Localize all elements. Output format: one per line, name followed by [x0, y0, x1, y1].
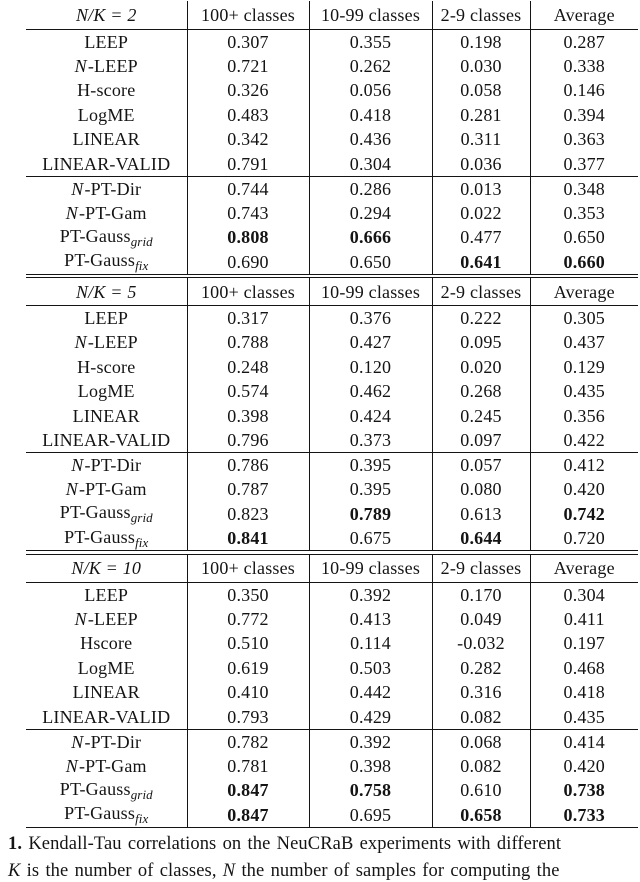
table-row: [26, 582, 638, 607]
metric-value: 0.392: [309, 729, 432, 754]
baseline-methods-group: [26, 582, 638, 729]
metric-value: 0.342: [187, 127, 309, 152]
metric-value: 0.690: [187, 250, 309, 275]
metric-value: 0.317: [187, 306, 309, 331]
table-row: [26, 404, 638, 429]
metric-value: 0.197: [563, 633, 605, 654]
metric-value: 0.286: [309, 176, 432, 201]
column-header: 10-99 classes: [309, 1, 432, 29]
table-row: [26, 201, 638, 226]
calligraphic-n: N: [71, 731, 84, 752]
metric-value: 0.666: [309, 225, 432, 250]
table-row: [26, 127, 638, 152]
caption-math-n: N: [222, 860, 236, 881]
metric-value: 0.796: [187, 428, 309, 453]
metric-value: 0.049: [432, 607, 530, 632]
method-subscript: grid: [130, 233, 153, 249]
column-header: Average: [530, 554, 638, 582]
method-label: LINEAR-VALID: [26, 428, 187, 453]
table-row: [26, 502, 638, 527]
column-header: Average: [530, 278, 638, 306]
method-label: N-LEEP: [26, 54, 187, 79]
method-label: H-score: [26, 355, 187, 380]
metric-value: 0.146: [563, 80, 605, 101]
table-row: [26, 330, 638, 355]
table-row: [26, 477, 638, 502]
metric-value: 0.429: [309, 705, 432, 730]
metric-value: 0.422: [563, 430, 605, 450]
method-label: LEEP: [26, 29, 187, 54]
metric-value: 0.248: [187, 355, 309, 380]
table-row: [26, 428, 638, 453]
metric-value: 0.477: [432, 225, 530, 250]
metric-value: 0.353: [563, 202, 605, 223]
metric-value: 0.377: [563, 153, 605, 174]
header-row: [26, 1, 638, 29]
table-row: [26, 250, 638, 275]
metric-value: 0.392: [309, 582, 432, 607]
column-header: 2-9 classes: [432, 1, 530, 29]
calligraphic-n: N: [74, 608, 87, 629]
metric-value: 0.742: [563, 503, 605, 524]
metric-value: 0.355: [309, 29, 432, 54]
header-row: [26, 554, 638, 582]
metric-value: 0.847: [187, 803, 309, 828]
table-row: [26, 54, 638, 79]
metric-value: 0.650: [563, 227, 605, 248]
method-label: PT-Gauss$_{fix}$: [26, 250, 187, 275]
metric-value: 0.420: [563, 479, 605, 500]
column-header: 10-99 classes: [309, 554, 432, 582]
metric-value: 0.503: [309, 656, 432, 681]
metric-value: 0.398: [309, 754, 432, 779]
method-subscript: grid: [130, 786, 153, 802]
metric-value: 0.304: [563, 584, 605, 605]
metric-value: 0.644: [432, 526, 530, 551]
table-row: [26, 152, 638, 177]
metric-value: 0.412: [563, 455, 605, 475]
metric-value: 0.483: [187, 103, 309, 128]
method-subscript: fix: [135, 811, 149, 826]
method-label: N-PT-Dir: [26, 453, 187, 478]
metric-value: 0.020: [432, 355, 530, 380]
metric-value: 0.080: [432, 477, 530, 502]
metric-value: 0.808: [187, 225, 309, 250]
metric-value: 0.791: [187, 152, 309, 177]
metric-value: 0.082: [432, 754, 530, 779]
column-header: 10-99 classes: [309, 278, 432, 306]
proposed-methods-group: [26, 729, 638, 827]
metric-value: 0.847: [187, 778, 309, 803]
metric-value: 0.394: [563, 104, 605, 125]
metric-value: 0.733: [563, 804, 605, 825]
method-label: LINEAR: [26, 680, 187, 705]
column-header: 2-9 classes: [432, 278, 530, 306]
metric-value: 0.068: [432, 729, 530, 754]
table-row: [26, 225, 638, 250]
method-label: H-score: [26, 78, 187, 103]
metric-value: 0.437: [563, 332, 605, 353]
caption-number: 1.: [8, 833, 23, 854]
table-row: [26, 778, 638, 803]
header-row: [26, 278, 638, 306]
calligraphic-n: N: [74, 55, 87, 76]
metric-value: 0.095: [432, 330, 530, 355]
metric-value: 0.082: [432, 705, 530, 730]
method-label: N-LEEP: [26, 607, 187, 632]
metric-value: 0.036: [432, 152, 530, 177]
metric-value: 0.782: [187, 729, 309, 754]
column-header: Average: [530, 1, 638, 29]
proposed-methods-group: [26, 176, 638, 274]
table-row: [26, 631, 638, 656]
metric-value: 0.287: [563, 31, 605, 52]
metric-value: 0.410: [187, 680, 309, 705]
table-title: N/K = 2: [26, 1, 187, 29]
metric-value: 0.311: [432, 127, 530, 152]
method-subscript: grid: [130, 510, 153, 526]
caption-math-k: K: [8, 860, 21, 881]
metric-value: 0.222: [432, 306, 530, 331]
metric-value: -0.032: [432, 631, 530, 656]
metric-value: 0.268: [432, 379, 530, 404]
metric-value: 0.610: [432, 778, 530, 803]
metric-value: 0.198: [432, 29, 530, 54]
metric-value: 0.395: [309, 477, 432, 502]
metric-value: 0.772: [187, 607, 309, 632]
metric-value: 0.695: [309, 803, 432, 828]
metric-value: 0.787: [187, 477, 309, 502]
metric-value: 0.350: [187, 582, 309, 607]
baseline-methods-group: [26, 306, 638, 453]
metric-value: 0.056: [309, 78, 432, 103]
calligraphic-n: N: [74, 332, 87, 353]
metric-value: 0.658: [432, 803, 530, 828]
caption-text-line-1: Kendall-Tau correlations on the NeuCRaB experiments with different: [28, 833, 562, 854]
metric-value: 0.743: [187, 201, 309, 226]
method-subscript: fix: [135, 258, 149, 273]
method-label: LINEAR-VALID: [26, 152, 187, 177]
metric-value: 0.373: [309, 428, 432, 453]
method-label: LINEAR: [26, 127, 187, 152]
metric-value: 0.170: [432, 582, 530, 607]
column-header: 100+ classes: [187, 1, 309, 29]
calligraphic-n: N: [65, 202, 78, 223]
metric-value: 0.641: [432, 250, 530, 275]
column-header: 2-9 classes: [432, 554, 530, 582]
table-row: [26, 176, 638, 201]
metric-value: 0.398: [187, 404, 309, 429]
metric-value: 0.395: [309, 453, 432, 478]
table-row: [26, 355, 638, 380]
method-label: N-PT-Dir: [26, 176, 187, 201]
table-row: [26, 680, 638, 705]
metric-value: 0.720: [563, 528, 605, 548]
metric-value: 0.786: [187, 453, 309, 478]
method-label: PT-Gauss$_{grid}$: [26, 502, 187, 527]
method-label: LogME: [26, 103, 187, 128]
metric-value: 0.758: [309, 778, 432, 803]
table-row: [26, 607, 638, 632]
table-row: [26, 754, 638, 779]
method-label: LINEAR: [26, 404, 187, 429]
method-label: N-PT-Gam: [26, 201, 187, 226]
method-label: PT-Gauss$_{fix}$: [26, 526, 187, 551]
metric-value: 0.427: [309, 330, 432, 355]
metric-value: 0.418: [309, 103, 432, 128]
metric-value: 0.619: [187, 656, 309, 681]
caption-text-line-2: K is the number of classes, N the number of samples for computing the: [8, 860, 560, 881]
calligraphic-n: N: [65, 479, 78, 500]
metric-value: 0.823: [187, 502, 309, 527]
metric-value: 0.442: [309, 680, 432, 705]
metric-value: 0.424: [309, 404, 432, 429]
metric-value: 0.675: [309, 526, 432, 551]
metric-value: 0.245: [432, 404, 530, 429]
method-label: LEEP: [26, 306, 187, 331]
results-table-1: [26, 1, 638, 275]
metric-value: 0.120: [309, 355, 432, 380]
table-title: N/K = 5: [26, 278, 187, 306]
table-row: [26, 526, 638, 551]
table-row: [26, 379, 638, 404]
metric-value: 0.436: [309, 127, 432, 152]
metric-value: 0.129: [563, 356, 605, 377]
metric-value: 0.574: [187, 379, 309, 404]
metric-value: 0.262: [309, 54, 432, 79]
method-label: N-PT-Dir: [26, 729, 187, 754]
results-table-3: [26, 554, 638, 828]
method-label: Hscore: [26, 631, 187, 656]
method-label: PT-Gauss$_{grid}$: [26, 225, 187, 250]
table-row: [26, 103, 638, 128]
metric-value: 0.326: [187, 78, 309, 103]
metric-value: 0.097: [432, 428, 530, 453]
metric-value: 0.022: [432, 201, 530, 226]
method-label: N-LEEP: [26, 330, 187, 355]
table-row: [26, 729, 638, 754]
metric-value: 0.348: [563, 178, 605, 199]
metric-value: 0.413: [309, 607, 432, 632]
metric-value: 0.411: [563, 608, 605, 629]
metric-value: 0.650: [309, 250, 432, 275]
table-row: [26, 803, 638, 828]
metric-value: 0.841: [187, 526, 309, 551]
metric-value: 0.304: [309, 152, 432, 177]
metric-value: 0.058: [432, 78, 530, 103]
table-caption: [8, 833, 640, 855]
metric-value: 0.294: [309, 201, 432, 226]
metric-value: 0.338: [563, 55, 605, 76]
metric-value: 0.721: [187, 54, 309, 79]
proposed-methods-group: [26, 453, 638, 551]
method-label: LINEAR-VALID: [26, 705, 187, 730]
metric-value: 0.613: [432, 502, 530, 527]
metric-value: 0.738: [563, 780, 605, 801]
metric-value: 0.435: [563, 706, 605, 727]
table-row: [26, 705, 638, 730]
calligraphic-n: N: [71, 178, 84, 199]
metric-value: 0.307: [187, 29, 309, 54]
results-table-2: [26, 277, 638, 551]
table-row: [26, 656, 638, 681]
method-label: LogME: [26, 656, 187, 681]
column-header: 100+ classes: [187, 278, 309, 306]
metric-value: 0.013: [432, 176, 530, 201]
metric-value: 0.114: [309, 631, 432, 656]
metric-value: 0.316: [432, 680, 530, 705]
metric-value: 0.788: [187, 330, 309, 355]
method-label: PT-Gauss$_{fix}$: [26, 803, 187, 828]
metric-value: 0.356: [563, 405, 605, 426]
calligraphic-n: N: [65, 755, 78, 776]
table-row: [26, 306, 638, 331]
metric-value: 0.781: [187, 754, 309, 779]
metric-value: 0.420: [563, 755, 605, 776]
metric-value: 0.030: [432, 54, 530, 79]
baseline-methods-group: [26, 29, 638, 176]
calligraphic-n: N: [71, 455, 84, 475]
table-row: [26, 29, 638, 54]
table-title: N/K = 10: [26, 554, 187, 582]
metric-value: 0.414: [563, 731, 605, 752]
metric-value: 0.793: [187, 705, 309, 730]
table-row: [26, 78, 638, 103]
metric-value: 0.418: [563, 682, 605, 703]
metric-value: 0.744: [187, 176, 309, 201]
method-subscript: fix: [135, 534, 149, 550]
metric-value: 0.363: [563, 129, 605, 150]
metric-value: 0.057: [432, 453, 530, 478]
column-header: 100+ classes: [187, 554, 309, 582]
table-row: [26, 453, 638, 478]
metric-value: 0.510: [187, 631, 309, 656]
metric-value: 0.468: [563, 657, 605, 678]
metric-value: 0.660: [563, 251, 605, 272]
method-label: N-PT-Gam: [26, 754, 187, 779]
method-label: PT-Gauss$_{grid}$: [26, 778, 187, 803]
method-label: LEEP: [26, 582, 187, 607]
metric-value: 0.789: [309, 502, 432, 527]
metric-value: 0.281: [432, 103, 530, 128]
method-label: N-PT-Gam: [26, 477, 187, 502]
method-label: LogME: [26, 379, 187, 404]
metric-value: 0.435: [563, 381, 605, 402]
metric-value: 0.462: [309, 379, 432, 404]
metric-value: 0.282: [432, 656, 530, 681]
metric-value: 0.305: [563, 308, 605, 328]
metric-value: 0.376: [309, 306, 432, 331]
